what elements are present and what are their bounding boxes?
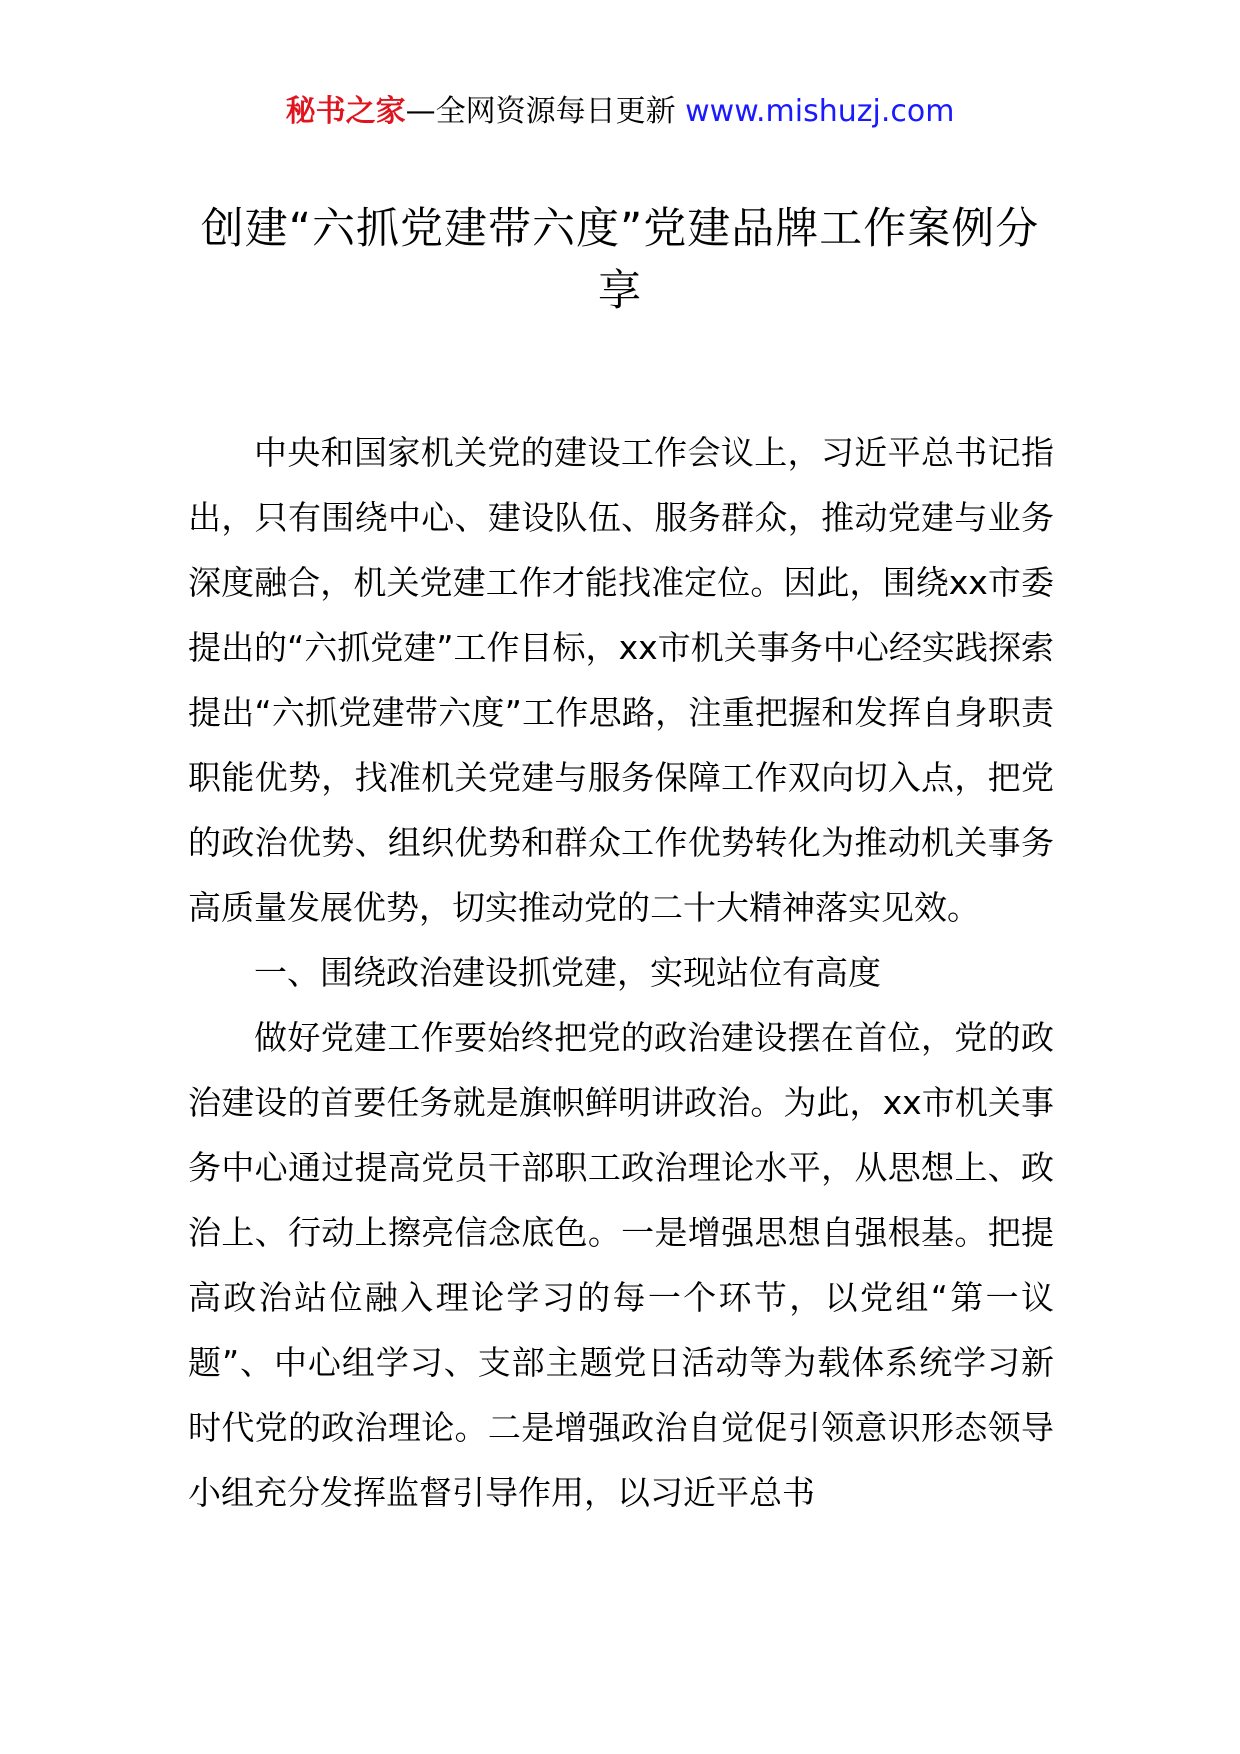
intro-paragraph: 中央和国家机关党的建设工作会议上，习近平总书记指出，只有围绕中心、建设队伍、服务群众，推动党建与业务深度融合，机关党建工作才能找准定位。因此，围绕xx市委提出的“六抓党建”工作目标，xx市机关事务中心经实践探索提出“六抓党建带六度”工作思路，注重把握和发挥自身职责职能优势，找准机关党建与服务保障工作双向切入点，把党的政治优势、组织优势和群众工作优势转化为推动机关事务高质量发展优势，切实推动党的二十大精神落实见效。 xyxy=(188,433,1054,927)
section-heading: 一、围绕政治建设抓党建，实现站位有高度 xyxy=(254,953,881,992)
document-title: 创建“六抓党建带六度”党建品牌工作案例分享 xyxy=(200,204,1040,316)
site-brand: 秘书之家 xyxy=(285,94,406,129)
site-url-link[interactable]: www.mishuzj.com xyxy=(685,94,955,129)
section-paragraph: 做好党建工作要始终把党的政治建设摆在首位，党的政治建设的首要任务就是旗帜鲜明讲政治。为此，xx市机关事务中心通过提高党员干部职工政治理论水平，从思想上、政治上、行动上擦亮信念底色。一是增强思想自强根基。把提高政治站位融入理论学习的每一个环节，以党组“第一议题”、中心组学习、支部主题党日活动等为载体系统学习新时代党的政治理论。二是增强政治自觉促引领意识形态领导小组充分发挥监督引导作用，以习近平总书 xyxy=(188,1018,1054,1512)
site-header xyxy=(0,92,1240,132)
site-tagline: —全网资源每日更新 xyxy=(405,94,676,129)
document-body xyxy=(188,420,1054,1525)
